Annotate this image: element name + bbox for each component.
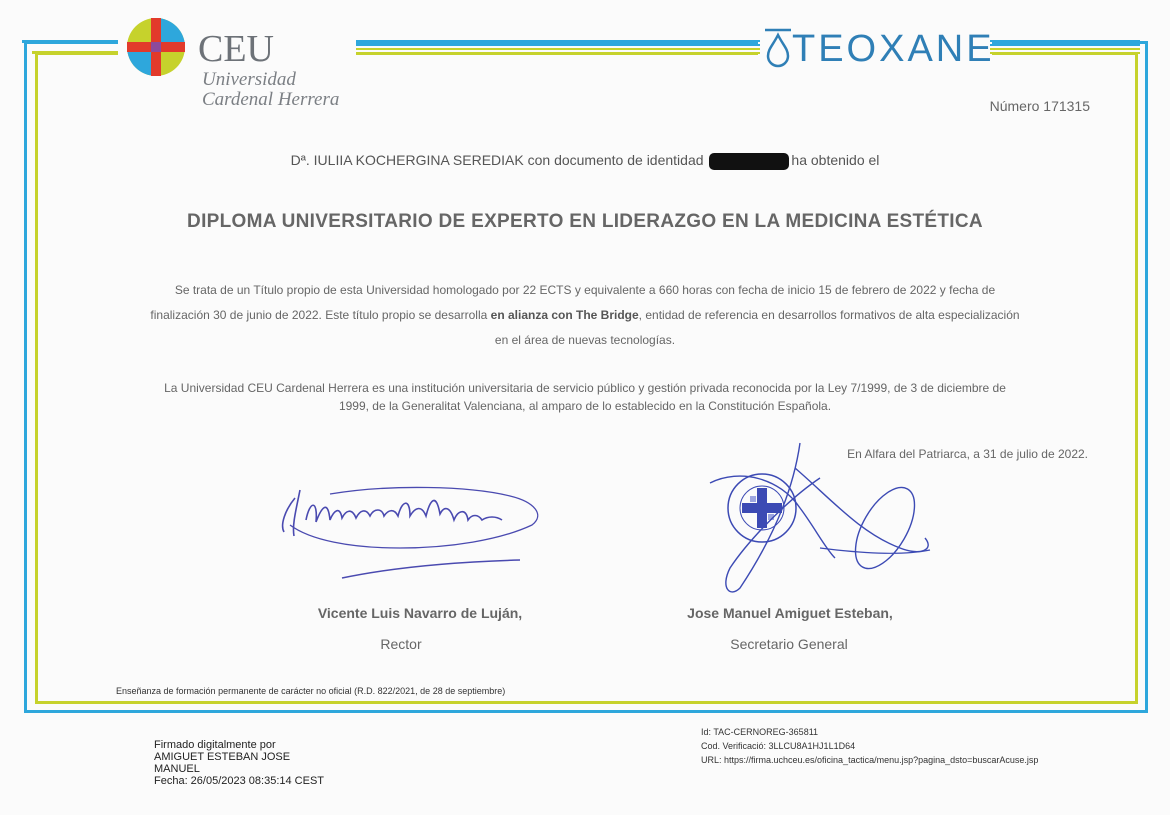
digital-signature-block: Firmado digitalmente por AMIGUET ESTEBAN JOSE MANUEL Fecha: 26/05/2023 08:35:14 CEST [154,739,325,787]
university-name: CEU [198,28,274,70]
place-date: En Alfara del Patriarca, a 31 de julio de 2022. [847,447,1088,461]
legal-paragraph: La Universidad CEU Cardenal Herrera es una institución universitaria de servicio público y gestión privada reconocida por la Ley 7/1999, de 3 de diciembre de 1999, de la Generalitat Valenciana, al amparo de lo establecido en la Constitución Española. [164,381,1006,413]
verification-url[interactable]: URL: https://firma.uchceu.es/oficina_tactica/menu.jsp?pagina_dsto=buscarAcuse.jsp [701,755,1039,765]
verification-code: Cod. Verificació: 3LLCU8A1HJ1L1D64 [701,741,856,751]
diploma-number: Número 171315 [989,98,1090,114]
right-stripe-accent [990,38,1140,54]
left-stripe-accent [22,38,118,54]
secretary-name: Jose Manuel Amiguet Esteban, [687,605,893,621]
teoxane-drop-icon [761,27,795,69]
verification-block [701,725,1038,767]
rector-role: Rector [380,636,422,652]
secretary-role: Secretario General [730,636,848,652]
verification-id: Id: TAC-CERNOREG-365811 [701,727,819,737]
ceu-cross-logo-icon [125,16,187,78]
rector-signature [270,470,550,585]
diploma-title: DIPLOMA UNIVERSITARIO DE EXPERTO EN LIDERAZGO EN LA MEDICINA ESTÉTICA [187,211,983,232]
university-subtitle: Universidad Cardenal Herrera [202,69,340,110]
redacted-id [709,153,789,170]
partner-logo-text: TEOXANE [792,28,995,70]
description-paragraph: Se trata de un Título propio de esta Universidad homologado por 22 ECTS y equivalente a 660 horas con fecha de inicio 15 de febrero de 2022 y fecha de finalización 30 de junio de 2022. Este título propio se desarrolla en alianza con The Bridge, entidad de referencia en desarrollos formativos de alta especialización en el área de nuevas tecnologías. [150,283,1020,347]
center-stripe-accent [356,38,760,54]
secretary-signature-and-seal [700,438,940,598]
recipient-line: Dª. IULIIA KOCHERGINA SEREDIAK con documento de identidad ha obtenido el [290,152,880,168]
rector-name: Vicente Luis Navarro de Luján, [317,605,523,621]
footer-note: Enseñanza de formación permanente de carácter no oficial (R.D. 822/2021, de 28 de septiembre) [116,686,506,696]
inner-border-yellow [35,52,1138,704]
